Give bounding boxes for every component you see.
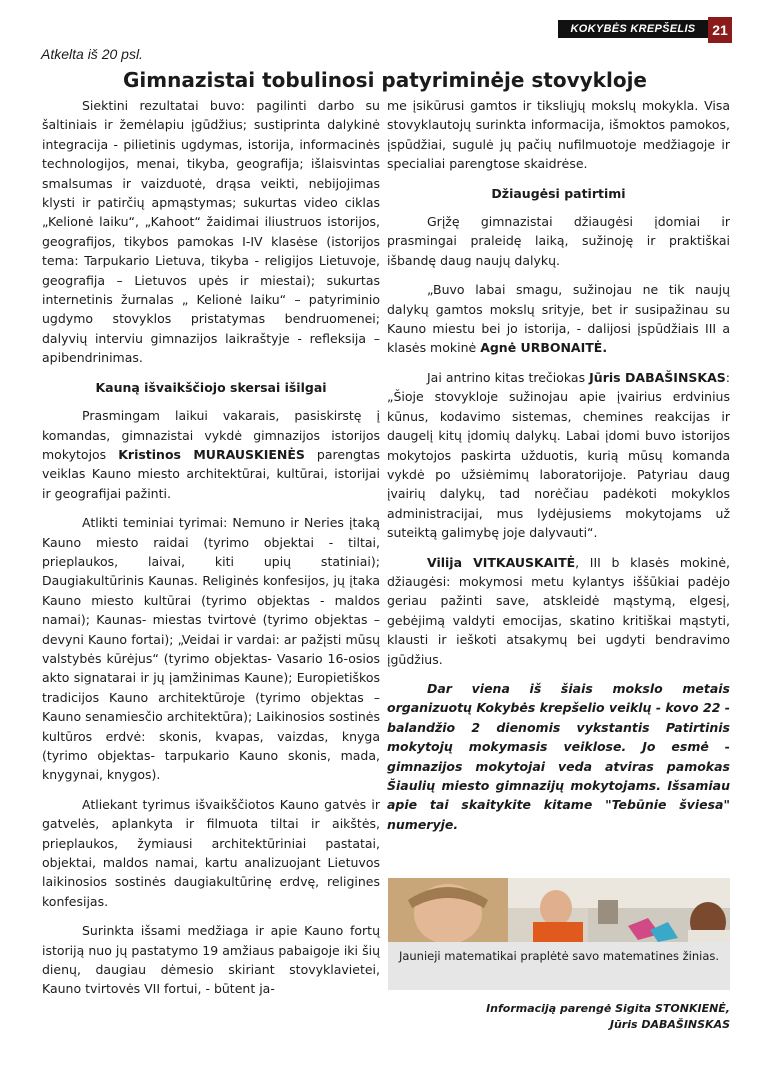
paragraph-announcement: Dar viena iš šiais mokslo metais organizuotų Kokybės krepšelio veiklų - kovo 22 - balandžio 2 dienomis vykstantis Patirtinis mokytojų mokymasis veiklose. Jo esmė - gimnazijos mokytojai veda atviras pamokas Šiaulių miesto gimnazijų mokytojams. Išsamiau apie tai skaitykite kitame "Tebūnie šviesa" numeryje. bbox=[387, 680, 730, 832]
teacher-name: Kristinos MURAUSKIENĖS bbox=[118, 446, 305, 462]
student-name: Vilija VITKAUSKAITĖ bbox=[427, 554, 576, 570]
paragraph-forts: Surinkta išsami medžiaga ir apie Kauno fortų istoriją nuo jų pastatymo 19 amžiaus pabaigoje iki šių dienų, daugiau dėmesio skiriant stovyklavietei, Kauno tvirtovės VII fortui, - būtent ja- bbox=[42, 923, 380, 997]
paragraph-research: Atlikti teminiai tyrimai: Nemuno ir Neries įtaką Kauno miesto raidai (tyrimo objektai - tiltai, prieplaukos, laivai, kiti upių statiniai); Daugiakultūrinis Kaunas. Religinės konfesijos, jų įtaka Kauno miesto kultūrai (tyrimo objektas - maldos namai); Kaunas- miestas tvirtovė (tyrimo objektas – devyni Kauno fortai); „Veidai ir vardai: ar pažįsti mūsų valstybės kūrėjus“ (tyrimo objektas- Vasario 16-osios akto signatarai ir jų įamžinimas Kaune); Europietiškos tradicijos Kauno architektūroje (tyrimo objektas – Kauno senamiesčio architektūra); Laikinosios sostinės kultūros erdvė: skonis, kvapas, vaizdas, knyga (tyrimo objektas- tarpukario Kauno skonis, mada, knygynai, knygos). bbox=[42, 515, 380, 783]
text-run: Jai antrino kitas trečiokas bbox=[427, 369, 590, 385]
paragraph-results: Siektini rezultatai buvo: pagilinti darbo su šaltiniais ir žemėlapiu įgūdžius; sustiprinta dalykinė integracija - pilietinis ugdymas, istorija, informacinės technologijos, menai, tikyba, geografija; išlaisvintas smalsumas ir vaizduotė, drąsa veikti, nebijojimas klysti ir patirčių apmąstymas; sukurtas video ciklas „Kelionė laiku“, „Kahoot“ žaidimai iliustruos istorijos, geografijos, tikybos pamokas I-IV klasėse (istorijos tema: Tarpukario Lietuva, tikyba - religijos Lietuvoje, geografija – Lietuvos upės ir miestai); sukurtas internetinis žurnalas „ Kelionė laiku“ – patyriminio ugdymo stovyklos pristatymas bendruomenei; dalyvių interviu gimnazijos laikraštyje - refleksija – apibendrinimas. bbox=[42, 98, 380, 366]
student-name: Agnė URBONAITĖ. bbox=[480, 340, 608, 356]
paragraph-quote-vilija bbox=[387, 553, 730, 669]
credit-line: Jūris DABAŠINSKAS bbox=[609, 1018, 730, 1031]
subheading-experience: Džiaugėsi patirtimi bbox=[491, 185, 626, 201]
classroom-photo bbox=[388, 878, 730, 942]
student-name: Jūris DABAŠINSKAS bbox=[589, 369, 726, 385]
paragraph-continuation: me įsikūrusi gamtos ir tiksliųjų mokslų mokykla. Visa stovyklautojų surinkta informacija, išmoktos pamokos, įspūdžiai, sugulė jų pačių nufilmuotoje medžiagoje ir specialiai parengtose skaidrėse. bbox=[387, 98, 730, 172]
continued-from-note: Atkelta iš 20 psl. bbox=[41, 46, 143, 62]
paragraph-walks: Atliekant tyrimus išvaikščiotos Kauno gatvės ir gatvelės, aplankyta ir filmuota tiltai ir aikštės, prieplaukos, žymiausi architektūriniai pastatai, objektai, maldos namai, kartu analizuojant Lietuvos laikinosios sostinės daugiakultūrinę erdvę, religines konfesijas. bbox=[42, 796, 380, 909]
section-header: KOKYBĖS KREPŠELIS bbox=[558, 20, 708, 38]
paragraph-quote-agne bbox=[387, 280, 730, 358]
left-column bbox=[42, 96, 380, 999]
text-run: Prasmingam laikui vakarais, pasiskirstę į komandas, gimnazistai vykdė gimnazijos istorijos mokytojos bbox=[42, 408, 380, 462]
author-credit bbox=[388, 1001, 730, 1033]
text-run: , III b klasės mokinė, džiaugėsi: mokymosi metu kylantys iššūkiai padėjo geriau pažinti save, atskleidė mąstymą, elgesį, gebėjimą valdyti emocijas, skatino kritiškai mąstyti, klausti ir ieškoti atsakymų bei ugdyti bendravimo įgūdžius. bbox=[387, 554, 730, 667]
paragraph-quote-juris bbox=[387, 368, 730, 543]
right-column bbox=[387, 96, 730, 834]
paragraph-teams bbox=[42, 406, 380, 503]
subheading-kaunas: Kauną išvaikščiojo skersai išilgai bbox=[95, 379, 327, 395]
text-run: „Buvo labai smagu, sužinojau ne tik naujų dalykų gamtos mokslų srityje, bet ir susipažinau su Kauno miestu bei jo istorija, - dalijosi įspūdžiais III a klasės mokinė bbox=[387, 282, 730, 356]
paragraph-returned: Grįžę gimnazistai džiaugėsi įdomiai ir prasmingai praleidę laiką, sužinoję ir praktiškai išbandę daug naujų dalykų. bbox=[387, 214, 730, 268]
photo-caption: Jaunieji matematikai praplėtė savo matematines žinias. bbox=[388, 942, 730, 990]
text-run: : „Šioje stovykloje sužinojau apie įvairius erdvinius kūnus, kodavimo sistemas, chemines reakcijas ir daugelį kitų įdomių dalykų. Labai įdomi buvo istorijos mokytojos paskirta užduotis, kurią mūsų komanda vykdė po užsiėmimų laboratorijoje. Patyriau daug įvairių dalykų, tad norėčiau padėkoti mokyklos administracijai, mus lydėjusiems mokytojams už suteiktą galimybę joje dalyvauti“. bbox=[387, 369, 730, 541]
article-title: Gimnazistai tobulinosi patyriminėje stovykloje bbox=[123, 68, 647, 92]
page-number: 21 bbox=[708, 17, 732, 43]
credit-line: Informaciją parengė Sigita STONKIENĖ, bbox=[486, 1002, 730, 1015]
text-run: parengtas veiklas Kauno miesto architektūrai, kultūrai, istorijai ir geografijai pažinti. bbox=[42, 446, 380, 501]
